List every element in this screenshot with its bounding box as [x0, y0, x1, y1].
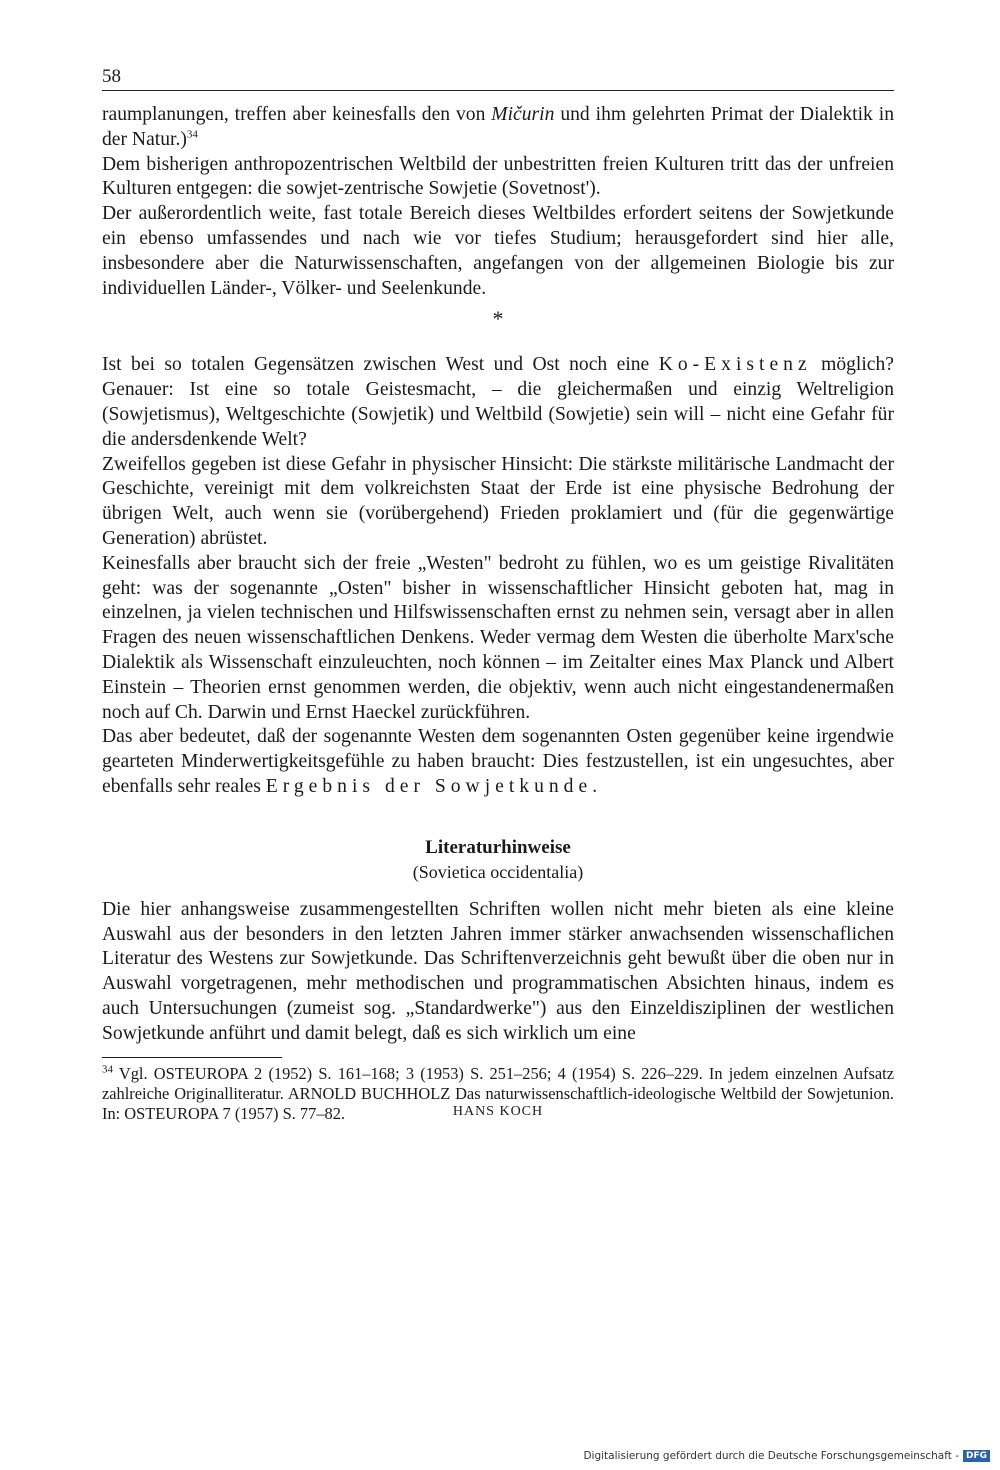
main-text: [102, 103, 894, 1047]
digitization-credit: [583, 1450, 990, 1462]
page-body: [102, 62, 894, 1124]
running-head: HANS KOCH: [452, 1103, 544, 1119]
credit-text: Digitalisierung gefördert durch die Deutsche Forschungsgemeinschaft -: [583, 1450, 959, 1462]
section-title: Literaturhinweise: [425, 836, 571, 858]
footnote: $^{34}$ Vgl. OSTEUROPA 2 (1952) S. 161–168; 3 (1953) S. 251–256; 4 (1954) S. 226–229. In jedem einzelnen Aufsatz zahlreiche Originalliteratur. ARNOLD BUCHHOLZ Das naturwissenschaftlich-ideologische Weltbild der Sowjetunion. In: OSTEUROPA 7 (1957) S. 77–82.: [102, 1063, 894, 1123]
dfg-logo: DFG: [963, 1450, 990, 1462]
emphasized-name: Mičurin: [491, 104, 555, 125]
paragraph: Der außerordentlich weite, fast totale Bereich dieses Weltbildes erfordert seitens der Sowjetkunde ein ebenso umfassendes und nach wie vor tiefes Studium; herausgefordert sind hier alle, insbesondere aber die Naturwissenschaften, angefangen von der allgemeinen Biologie bis zur individuellen Länder-, Völker- und Seelenkunde.: [102, 203, 894, 299]
footnote-ref[interactable]: 34: [186, 128, 198, 141]
paragraph: Das aber bedeutet, daß der sogenannte Westen dem sogenannten Osten gegenüber keine irgendwie gearteten Minderwertigkeitsgefühle zu haben braucht: Dies festzustellen, ist ein ungesuchtes, aber ebenfalls sehr reales Ergebnis der Sowjetkunde.: [102, 726, 894, 797]
page-number: 58: [102, 66, 121, 87]
footnote-marker: 34: [102, 1063, 113, 1076]
paragraph: Dem bisherigen anthropozentrischen Weltbild der unbestritten freien Kulturen tritt das der unfreien Kulturen entgegen: die sowjet-zentrische Sowjetie (Sovetnost').: [102, 153, 894, 200]
spaced-emphasis: Ergebnis der Sowjetkunde: [265, 775, 593, 797]
paragraph: Keinesfalls aber braucht sich der freie „Westen" bedroht zu fühlen, wo es um geistige Rivalitäten geht: was der sogenannte „Osten" bisher in wissenschaftlicher Hinsicht geboten hat, mag in einzelnen, ja vielen technischen und Hilfswissenschaften ernst zu nehmen sein, versagt aber in allen Fragen des neuen wissenschaftlichen Denkens. Weder vermag dem Westen die überholte Marx'sche Dialektik als Wissenschaft einzuleuchten, noch können – im Zeitalter eines Max Planck und Albert Einstein – Theorien ernst genommen werden, die objektiv, wenn auch nicht eingestandenermaßen noch auf Ch. Darwin und Ernst Haeckel zurückführen.: [102, 552, 894, 723]
paragraph: Die hier anhangsweise zusammengestellten Schriften wollen nicht mehr bieten als eine kleine Auswahl aus der besonders in den letzten Jahren immer stärker anwachsenden wissenschaflichen Literatur des Westens zur Sowjetkunde. Das Schriftenverzeichnis geht bewußt über die oben nur in Auswahl vorgetragenen, mehr methodischen und programmatischen Absichten hinaus, indem es auch Untersuchungen (zumeist sog. „Standardwerke") aus den Einzeldisziplinen der westlichen Sowjetkunde anführt und damit belegt, daß es sich wirklich um eine: [102, 898, 894, 1044]
spaced-emphasis: Ko-Existenz: [658, 354, 812, 376]
footnote-rule: [102, 1057, 282, 1058]
paragraph: raumplanungen, treffen aber keinesfalls den von Mičurin und ihm gelehrten Primat der Dialektik in der Natur.)$^{34}$: [102, 104, 894, 150]
section-separator: *: [492, 306, 504, 332]
paragraph: Zweifellos gegeben ist diese Gefahr in physischer Hinsicht: Die stärkste militärische Landmacht der Geschichte, vereinigt mit dem volkreichsten Staat der Erde ist eine physische Bedrohung der übrigen Welt, auch wenn sie (vorübergehend) Frieden proklamiert und (für die gegenwärtige Generation) abrüstet.: [102, 453, 894, 549]
section-heading: [102, 836, 894, 884]
paragraph: Ist bei so totalen Gegensätzen zwischen West und Ost noch eine Ko-Existenz möglich? Genauer: Ist eine so totale Geistesmacht, – die gleichermaßen und einzig Weltreligion (Sowjetismus), Weltgeschichte (Sowjetik) und Weltbild (Sowjetie) sein will – nicht eine Gefahr für die andersdenkende Welt?: [102, 354, 895, 450]
section-subtitle: (Sovietica occidentalia): [412, 861, 584, 882]
